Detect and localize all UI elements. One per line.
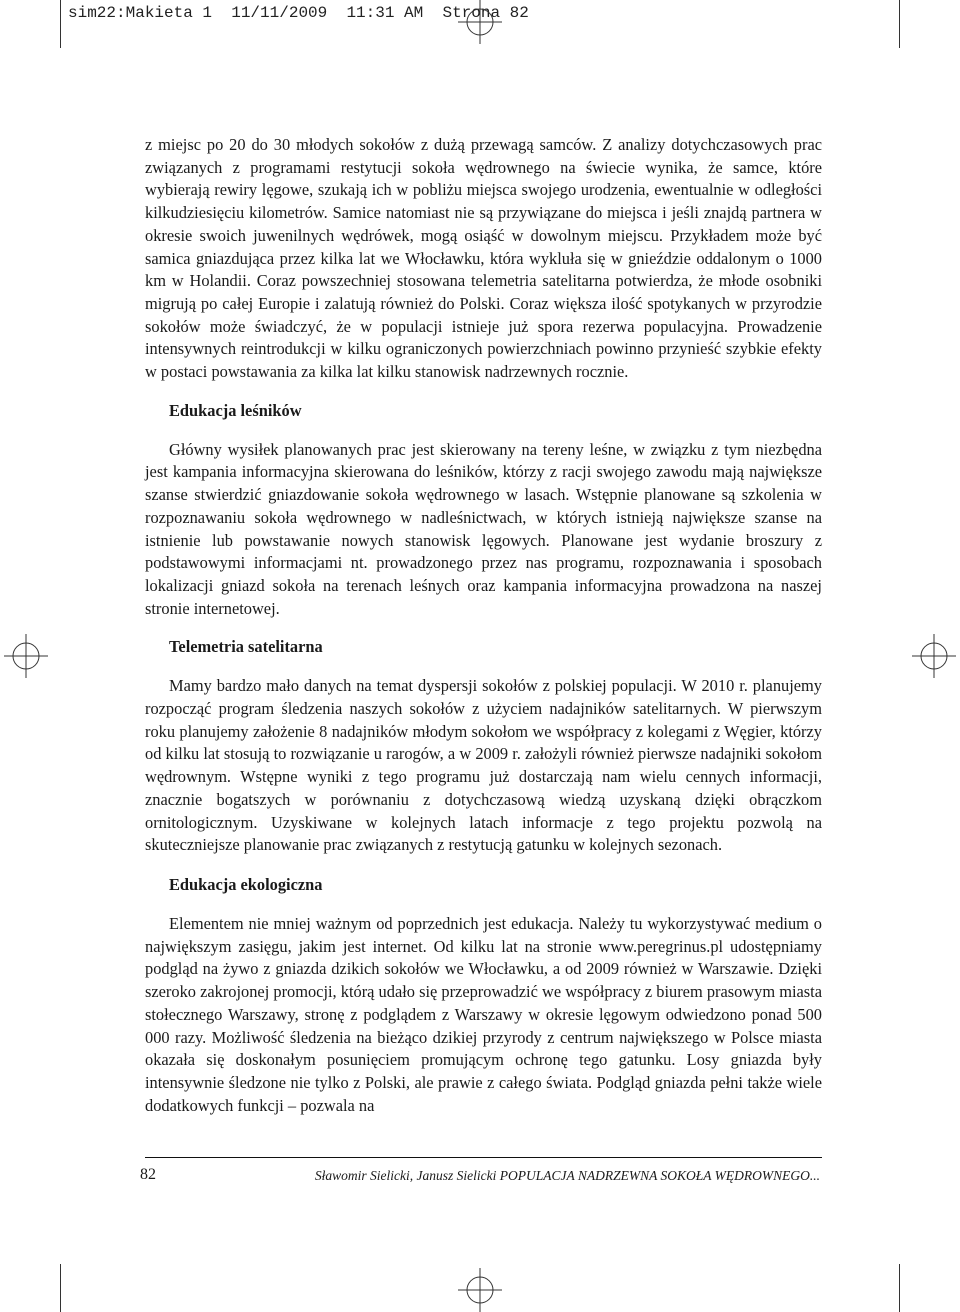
crop-mark-bottom-right [899, 1264, 900, 1312]
page-body [145, 134, 822, 1117]
section-heading-satellite-telemetry: Telemetria satelitarna [169, 637, 323, 657]
crop-mark-bottom-left [60, 1264, 61, 1312]
section-heading-forester-education: Edukacja leśników [169, 400, 302, 420]
crop-mark-top-right [899, 0, 900, 48]
section-heading-ecological-education: Edukacja ekologiczna [169, 874, 323, 894]
paragraph-satellite-telemetry: Mamy bardzo mało danych na temat dyspersji sokołów z polskiej populacji. W 2010 r. planujemy rozpocząć program śledzenia naszych sokołów z użyciem nadajników satelitarnych. W pierwszym roku planujemy założenie 8 nadajników młodym sokołom we współpracy z kolegami z Węgier, którzy od kilku lat stosują to rozwiązanie u rarogów, a w 2009 r. założyli również pierwsze nadajniki sokołom wędrownym. Wstępne wyniki z tego programu już dostarczają nam wielu cennych informacji, znacznie bogatszych w porównaniu z dotychczasową wiedzą uzyskaną dzięki obrączkom ornitologicznym. Uzyskiwane w kolejnych latach informacje z tego projektu pozwolą na skuteczniejsze planowanie prac związanych z restytucją gatunku w kolejnych sezonach. [145, 676, 822, 855]
paragraph-ecological-education: Elementem nie mniej ważnym od poprzednich jest edukacja. Należy tu wykorzystywać medium o największym zasięgu, jakim jest internet. Od kilku lat na stronie www.peregrinus.pl udostępniamy podgląd na żywo z gniazda dzikich sokołów we Włocławku, a od 2009 również w Warszawie. Dzięki szeroko zakrojonej promocji, którą udało się przeprowadzić we współpracy z biurem prasowym miasta stołecznego Warszawy, stronę z podglądem z Warszawy w okresie lęgowym odwiedzono ponad 500 000 razy. Możliwość śledzenia na bieżąco dzikiej przyrody z centrum największego w Polsce miasta okazała się doskonałym posunięciem promującym ochronę tego gatunku. Losy gniazda były intensywnie śledzone nie tylko z Polski, ale prawie z całego świata. Podgląd gniazda pełni także wiele dodatkowych funkcji – pozwala na [145, 913, 822, 1115]
registration-mark-top [458, 0, 502, 44]
registration-mark-bottom [458, 1268, 502, 1312]
paragraph-forester-education: Główny wysiłek planowanych prac jest skierowany na tereny leśne, w związku z tym niezbędna jest kampania informacyjna skierowana do leśników, którzy z racji swojego zawodu mają największe szanse stwierdzić gniazdowanie sokoła wędrownego w lasach. Wstępnie planowane są szkolenia w rozpoznawaniu sokoła wędrownego w nadleśnictwach, w których istnieją największe szanse na istnienie lub powstawanie nowych stanowisk lęgowych. Planowane jest wydanie broszury z podstawowymi informacjami nt. prowadzonego przez nas programu, rozpoznawania i sposobach lokalizacji gniazd sokoła na terenach leśnych oraz kampania informacyjna prowadzona na naszej stronie internetowej. [145, 439, 822, 618]
registration-mark-left [4, 634, 48, 678]
paragraph-intro: z miejsc po 20 do 30 młodych sokołów z dużą przewagą samców. Z analizy dotychczasowych prac związanych z programami restytucji sokoła wędrownego na świecie wynika, że samce, które wybierają rewiry lęgowe, szukają ich w pobliżu miejsca swojego urodzenia, ewentualnie w odległości kilkudziesięciu kilometrów. Samice natomiast nie są przywiązane do miejsca i jeśli znajdą partnera w okresie swoich juwenilnych wędrówek, mogą osiąść w dowolnym miejscu. Przykładem może być samica gniazdująca przez kilka lat we Włocławku, która wykluła się w gnieździe oddalonym o 1000 km w Holandii. Coraz powszechniej stosowana telemetria satelitarna potwierdza, że młode osobniki migrują po całej Europie i zalatują również do Polski. Coraz większa ilość spotykanych w przyrodzie sokołów może świadczyć, że w populacji istnieje już spora rezerwa populacyjna. Prowadzenie intensywnych reintrodukcji w kilku ograniczonych powierzchniach powinno przynieść szybkie efekty w postaci powstawania za kilka lat kilku stanowisk nadrzewnych rocznie. [145, 135, 822, 382]
crop-mark-top-left [60, 0, 61, 48]
footer-rule [145, 1157, 822, 1158]
page-number: 82 [140, 1166, 156, 1183]
registration-mark-right [912, 634, 956, 678]
running-footer-title: Sławomir Sielicki, Janusz Sielicki POPULACJA NADRZEWNA SOKOŁA WĘDROWNEGO... [314, 1168, 820, 1183]
print-slug: sim22:Makieta 1 11/11/2009 11:31 AM Strona 82 [68, 4, 529, 22]
